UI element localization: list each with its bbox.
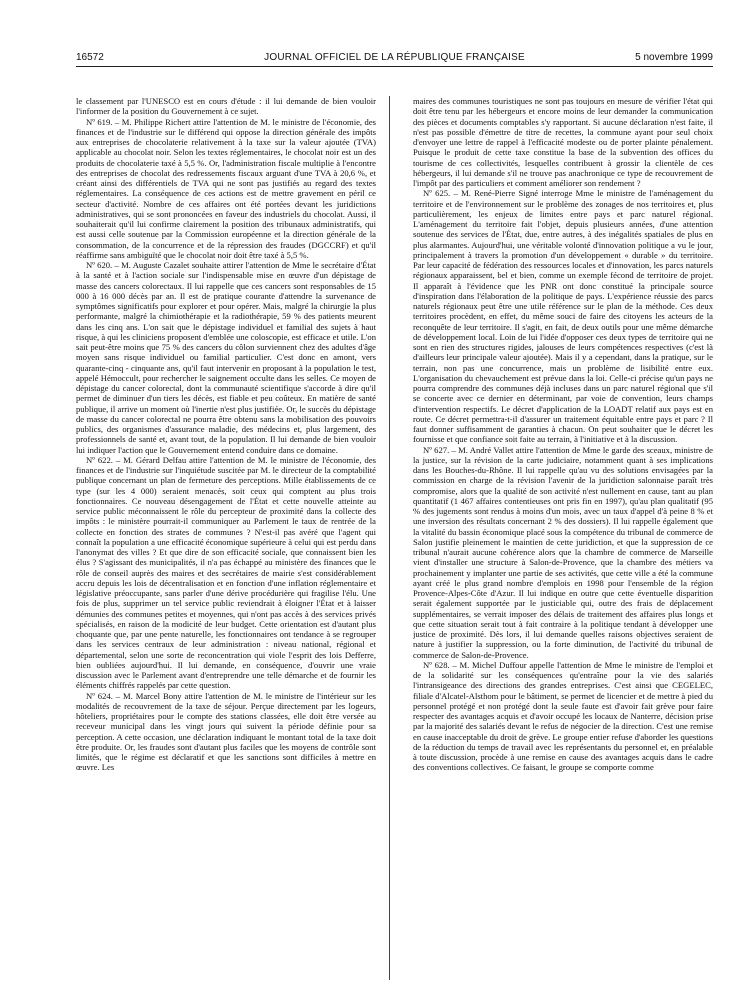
paragraph-continuation: maires des communes touristiques ne sont pas toujours en mesure de vérifier l'état qui doit être tenu par les hébergeurs et encore moins de leur demander la communication des pièces et documents comptables s'y rapportant. Si aucune déclaration n'est faite, il n'est pas possible d'émettre de titre de recettes, la commune ayant pour seul choix d'envoyer une lettre de rappel à l'efficacité modeste ou de porter plainte pénalement. Puisque le produit de cette taxe constitue la base de la subvention des offices du tourisme de ces collectivités, lesquelles contribuent à grossir la clientèle de ces hébergeurs, il lui demande s'il ne trouve pas anachronique ce type de recouvrement de l'impôt par des particuliers et comment améliorer son rendement ? [413,96,713,188]
left-column [76,96,376,980]
question-622: Nº 622. – M. Gérard Delfau attire l'attention de M. le ministre de l'économie, des finances et de l'industrie sur l'inquiétude suscitée par M. le directeur de la comptabilité publique concernant un plan de fermeture des perceptions. Mille établissements de ce type (sur les 4 000) seraient menacés, soit ceux qui comptent au plus trois fonctionnaires. Ce nouveau désengagement de l'État et cette nouvelle atteinte au service public méconnaissent le rôle du percepteur de proximité dans la collecte des impôts : le ministère pourrait-il communiquer au Parlement le taux de rentrée de la collecte en fonction des strates de communes ? N'est-il pas avéré que l'agent qui connaît la population a une efficacité économique supérieure à celui qui est perdu dans l'anonymat des villes ? Et que dire de son efficacité sociale, que connaissent bien les élus ? S'agissant des municipalités, il n'a pas échappé au ministère des finances que le rôle de conseil auprès des maires et des secrétaires de mairie s'est considérablement accru depuis les lois de décentralisation et en fonction d'une inflation réglementaire et législative préoccupante, sans parler d'une dérive procédurière qui fragilise l'élu. Une fois de plus, supprimer un tel service public reviendrait à éloigner l'État et à laisser démunies des communes petites et moyennes, qui n'ont pas accès à des services privés spécialisés, en raison de la modicité de leur budget. Cette orientation est d'autant plus choquante que, par une pente naturelle, les fonctionnaires ont tendance à se regrouper dans les services centraux de leur administration : niveau national, régional et départemental, selon une sorte de reconcentration qui viole l'esprit des lois Defferre, bien oubliées aujourd'hui. Il lui demande, en conséquence, d'ouvrir une vraie discussion avec le Parlement avant d'entreprendre une telle démarche et de fournir les éléments chiffrés rappelés par cette question. [76,454,376,691]
text-columns [76,96,713,980]
paragraph-continuation: le classement par l'UNESCO est en cours d'étude : il lui demande de bien vouloir l'informer de la position du Gouvernement à ce sujet. [76,96,376,117]
publication-date: 5 novembre 1999 [635,52,713,63]
question-620: Nº 620. – M. Auguste Cazalet souhaite attirer l'attention de Mme le secrétaire d'État à la santé et à l'action sociale sur l'indispensable mise en œuvre d'un dépistage de masse des cancers colorectaux. Il lui rappelle que ces cancers sont responsables de 15 000 à 16 000 décès par an. Il est de pratique courante d'attendre la survenance de symptômes significatifs pour explorer et pour opérer. Mais, malgré la chirurgie la plus performante, malgré la chimiothérapie et la radiothérapie, 59 % des patients meurent dans les cinq ans. L'on sait que le dépistage individuel et familial des sujets à haut risque, à qui les cliniciens proposent d'emblée une coloscopie, est efficace et utile. L'on sait peut-être moins que 75 % des cancers du côlon surviennent chez des adultes d'âge moyen sans risque individuel ou familial particulier. C'est donc en amont, vers quarante-cinq - cinquante ans, qu'il faut intervenir en proposant à la population le test, appelé Hémoccult, pour rechercher le saignement occulte dans les selles. Ce moyen de dépistage du cancer colorectal, dont la communauté scientifique s'accorde à dire qu'il permet de diminuer d'un tiers les décès, est fiable et peu coûteux. En matière de santé publique, il arrive un moment où l'inertie n'est plus justifiée. Or, le succès du dépistage de masse du cancer colorectal ne pourra être obtenu sans la mobilisation des pouvoirs publics, des organismes d'assurance maladie, des médecins et, plus largement, des professionnels de santé et, avant tout, de la population. Il lui demande de bien vouloir lui indiquer l'action que le Gouvernement entend conduire dans ce domaine. [76,260,376,455]
question-627: Nº 627. – M. André Vallet attire l'attention de Mme le garde des sceaux, ministre de la justice, sur la révision de la carte judiciaire, notamment quant à ses implications dans les Bouches-du-Rhône. Il lui rappelle qu'au vu des solutions envisagées par la commission en charge de la révision l'avenir de la juridiction salonnaise paraît très compromise, alors que la qualité de son activité n'est nullement en cause, tant au plan quantitatif (1 467 affaires contentieuses ont pris fin en 1997), qu'au plan qualitatif (95 % des jugements sont rendus à moins d'un mois, avec un taux d'appel d'à peine 8 % et une inversion des résultats concernant 2 % des dossiers). Il lui rappelle également que la vitalité du bassin économique placé sous la compétence du tribunal de commerce de Salon justifie pleinement le maintien de cette juridiction, et que la suppression de ce tribunal n'aurait aucune cohérence alors que la chambre de commerce de Marseille vient d'installer une structure à Salon-de-Provence, que la chambre des métiers va prochainement y implanter une partie de ses activités, que cette ville a été la commune ayant créé le plus grand nombre d'emplois en 1998 pour l'ensemble de la région Provence-Alpes-Côte d'Azur. Il lui indique en outre que cette éventuelle disparition serait également supportée par le justiciable qui, outre des frais de déplacement supplémentaires, se verrait imposer des délais de traitement des affaires plus longs et que cette situation serait tout à fait contraire à la politique tendant à développer une justice de proximité. Dès lors, il lui demande quelles raisons objectives seraient de nature à justifier la suppression, ou la forte diminution, de l'activité du tribunal de commerce de Salon-de-Provence. [413,444,713,660]
journal-title: JOURNAL OFFICIEL DE LA RÉPUBLIQUE FRANÇAISE [264,52,525,63]
question-625: Nº 625. – M. René-Pierre Signé interroge Mme le ministre de l'aménagement du territoire et de l'environnement sur le problème des zonages de nos territoires et, plus particulièrement, les enjeux de limites entre pays et parc naturel régional. L'aménagement du territoire fait l'objet, depuis plusieurs années, d'une attention soutenue des services de l'État, due, entre autres, à des inégalités spatiales de plus en plus alarmantes. Aujourd'hui, une véritable volonté d'innovation politique a vu le jour, principalement à travers la promotion d'un développement « durable » du territoire. Par leur capacité de fédération des ressources locales et d'innovation, les parcs naturels régionaux apparaissent, bel et bien, comme un exemple fécond de territoire de projet. Il apparaît à l'évidence que les PNR ont donc constitué la principale source d'inspiration dans l'élaboration de la politique de pays. L'expérience réussie des parcs naturels régionaux peut être une utile référence sur le plan de la méthode. Ces deux territoires procèdent, en effet, du même souci de faire des citoyens les acteurs de la reconquête de leur territoire. Il s'agit, en fait, de deux outils pour une même démarche de développement local. Loin de lui l'idée d'opposer ces deux types de territoire qui ne sont en rien des structures rigides, jalouses de leurs compétences respectives (c'est là d'ailleurs leur principale valeur ajoutée). Mais il y a cependant, dans la pratique, sur le terrain, non pas une concurrence, mais un problème de lisibilité entre eux. L'organisation du chevauchement est prévue dans la loi. Celle-ci précise qu'un pays ne pourra comprendre des communes déjà incluses dans un parc naturel régional que s'il se concerte avec ce dernier en déterminant, par voie de convention, leurs champs d'intervention respectifs. Le décret d'application de la LOADT relatif aux pays est en route. Ce décret permettra-t-il d'assurer un traitement équitable entre pays et parc ? Il faut donner suffisamment de garanties à chacun. On peut souhaiter que le décret les fournisse et que confiance soit faite au terrain, à l'initiative et à la discussion. [413,188,713,445]
page-number: 16572 [76,52,104,63]
right-column [413,96,713,980]
question-628: Nº 628. – M. Michel Duffour appelle l'attention de Mme le ministre de l'emploi et de la solidarité sur les conséquences qu'entraîne pour la vie des salariés l'intransigeance des directions des grandes entreprises. C'est ainsi que CEGELEC, filiale d'Alcatel-Alsthom pour le bâtiment, se permet de licencier et de mettre à pied du personnel protégé et non protégé dont la seule faute est d'avoir fait grève pour faire respecter des avantages acquis et d'avoir occupé les locaux de Nanterre, décision prise par la majorité des salariés devant le refus de négocier de la direction. C'est une remise en cause inacceptable du droit de grève. Le groupe entier refuse d'aborder les questions de la réduction du temps de travail avec les représentants du personnel et, en préalable à toute discussion, procède à une remise en cause des avantages acquis dans le cadre des conventions collectives. Ce faisant, le groupe se comporte comme [413,659,713,773]
question-619: Nº 619. – M. Philippe Richert attire l'attention de M. le ministre de l'économie, des finances et de l'industrie sur le différend qui oppose la direction générale des impôts aux entreprises de chocolaterie relativement à la taxe sur la valeur ajoutée (TVA) applicable au chocolat noir. Selon les textes réglementaires, le chocolat noir est un des produits de chocolaterie taxé à 5,5 %. Or, l'administration fiscale multiplie à l'encontre des entreprises de chocolat des redressements fiscaux arguant d'une TVA à 20,6 %, et créant ainsi des différentiels de TVA qui ne sont pas justifiés au regard des textes réglementaires. La conséquence de ces actions est de mettre gravement en péril ce secteur d'activité. Nombre de ces affaires ont été portées devant les juridictions administratives, qui se sont prononcées en faveur des industriels du chocolat. Aussi, il souhaiterait qu'il lui confirme clairement la position des tribunaux administratifs, qui est aussi celle soutenue par la Commission européenne et la direction générale de la consommation, de la concurrence et de la répression des fraudes (DGCCRF) et qu'il réaffirme sans ambiguïté que le chocolat noir doit être taxé à 5,5 %. [76,116,376,260]
page-header [76,52,713,67]
column-divider [389,96,390,980]
question-624: Nº 624. – M. Marcel Bony attire l'attention de M. le ministre de l'intérieur sur les modalités de recouvrement de la taxe de séjour. Perçue directement par les logeurs, hôteliers, propriétaires pour le compte des stations classées, elle doit être versée au receveur municipal dans les vingt jours qui suivent la période définie pour sa perception. A cette occasion, une déclaration indiquant le montant total de la taxe doit être produite. Or, les fraudes sont d'autant plus faciles que les moyens de contrôle sont limités, que le régime est déclaratif et que les sanctions sont difficiles à mettre en œuvre. Les [76,690,376,773]
